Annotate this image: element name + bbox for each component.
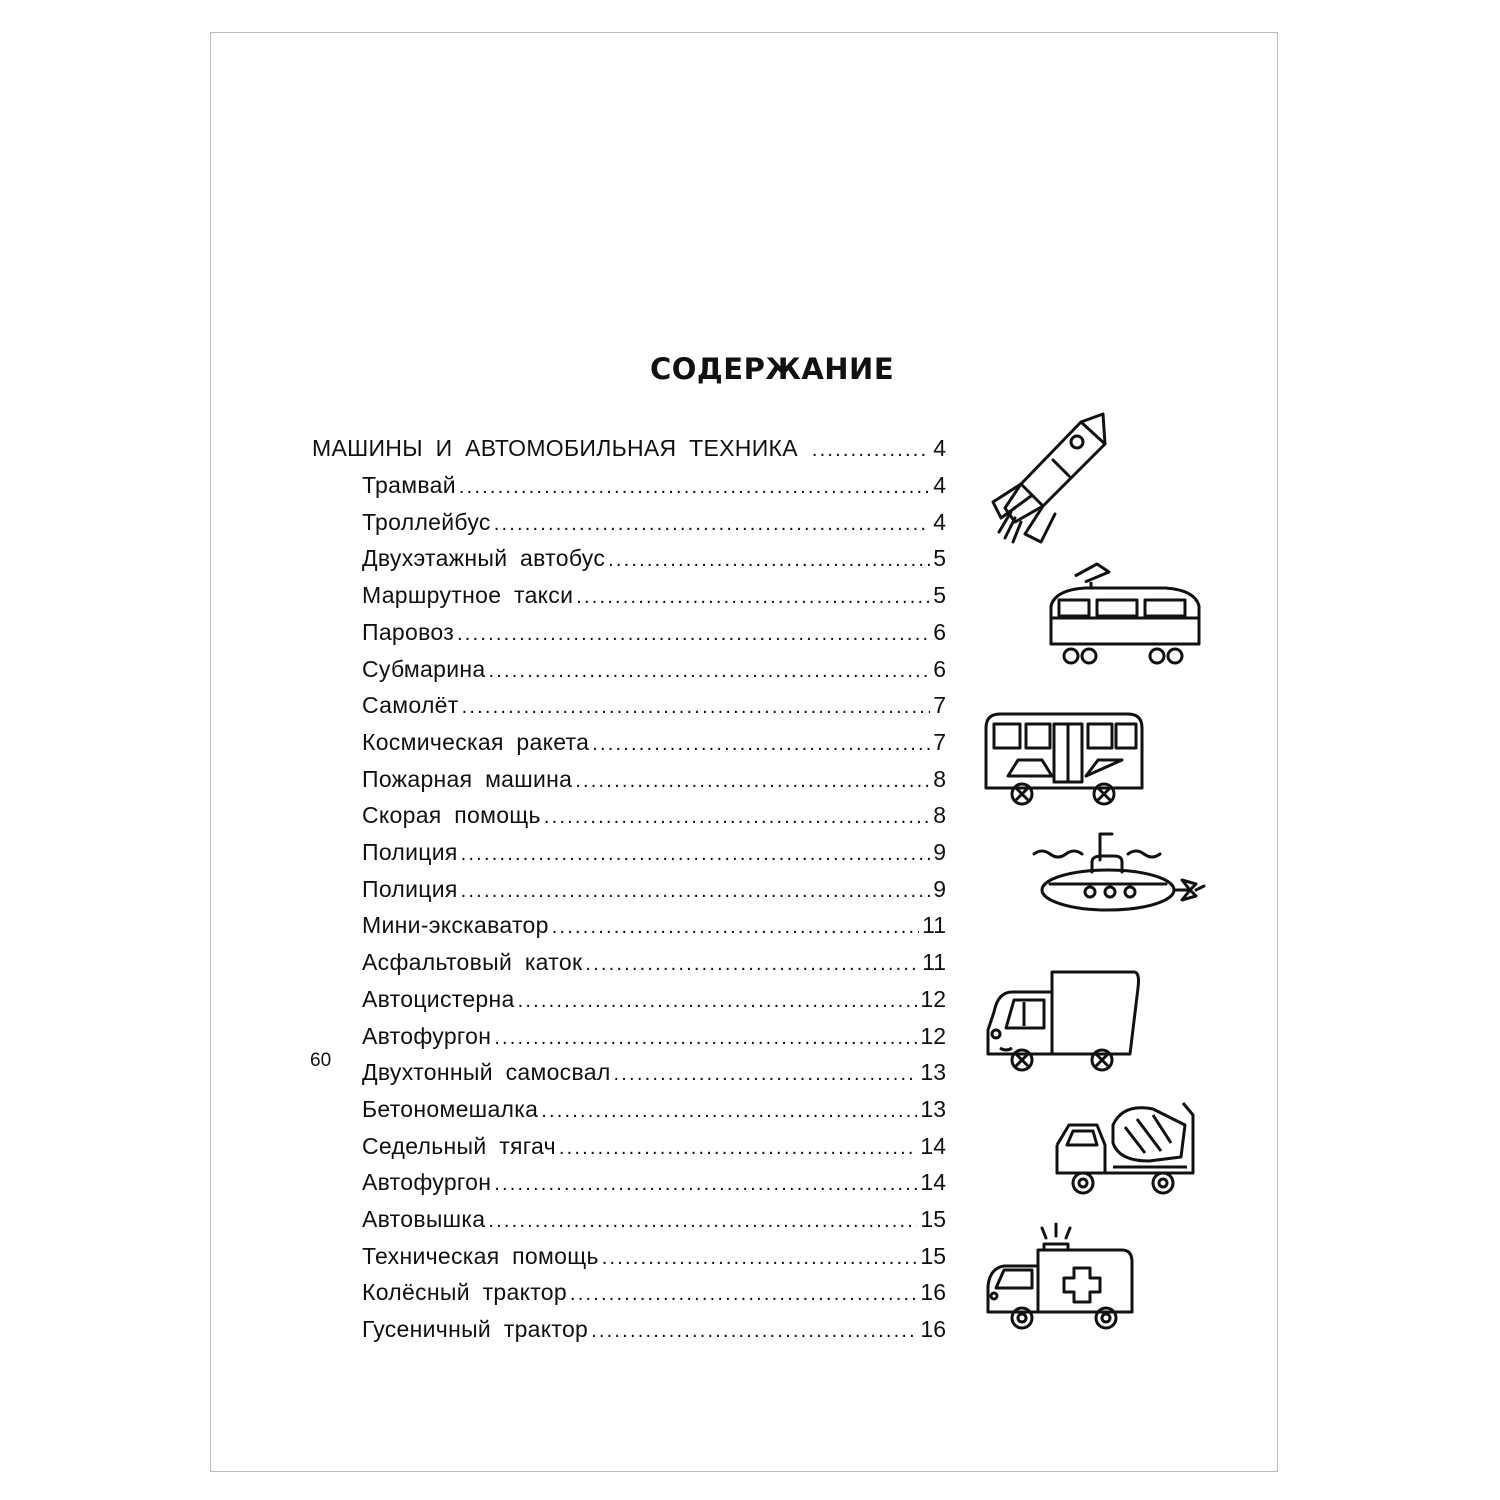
toc-leader-dots (559, 1133, 918, 1161)
toc-entry-page: 14 (920, 1169, 946, 1196)
toc-entry-page: 7 (933, 692, 946, 719)
toc-entry-page: 9 (933, 875, 946, 902)
toc-entry-row (362, 580, 946, 610)
toc-entry-label: Маршрутное такси (362, 582, 574, 609)
toc-entry-row (362, 837, 946, 867)
toc-leader-dots (570, 1279, 917, 1307)
toc-entry-label: Полиция (362, 839, 458, 865)
toc-entry-row (362, 1314, 946, 1344)
toc-entry-row (362, 507, 946, 537)
toc-entry-row (362, 690, 946, 720)
toc-entry-page: 15 (920, 1206, 946, 1232)
toc-entry-row (362, 984, 946, 1014)
toc-entry-label: Асфальтовый каток (362, 949, 583, 976)
page-number: 60 (310, 1050, 332, 1071)
toc-entry-page: 15 (920, 1242, 946, 1269)
toc-entry-label: Космическая ракета (362, 728, 590, 755)
toc-leader-dots (488, 1206, 917, 1234)
toc-leader-dots (462, 692, 931, 720)
toc-leader-dots (591, 1316, 917, 1344)
toc-leader-dots (541, 1096, 917, 1124)
truck-icon (982, 968, 1147, 1080)
toc-entry-label: Паровоз (362, 618, 455, 645)
toc-entry-row (362, 874, 946, 904)
toc-leader-dots (459, 472, 930, 500)
toc-entry-page: 16 (920, 1316, 946, 1343)
toc-entry-row (362, 1131, 946, 1161)
toc-entry-row (362, 1094, 946, 1124)
concrete-mixer-icon (1053, 1095, 1203, 1200)
rocket-icon (985, 410, 1115, 550)
toc-entry-page: 12 (920, 985, 946, 1012)
toc-entry-row (362, 1057, 946, 1087)
toc-entry-page: 4 (933, 508, 946, 535)
toc-entry-label: Двухтонный самосвал (362, 1059, 611, 1086)
toc-entry-label: Трамвай (362, 472, 456, 498)
toc-entry-label: Двухэтажный автобус (362, 545, 606, 572)
toc-entry-page: 8 (933, 802, 946, 829)
toc-leader-dots (575, 766, 930, 794)
toc-section-row (312, 433, 946, 463)
toc-leader-dots (494, 1023, 917, 1051)
toc-leader-dots (602, 1243, 918, 1271)
toc-entry-label: Гусеничный трактор (362, 1316, 589, 1343)
bus-icon (982, 710, 1147, 810)
toc-entry-page: 5 (933, 545, 946, 572)
toc-entry-page: 11 (922, 949, 946, 976)
toc-entry-row (362, 1277, 946, 1307)
toc-entry-label: Техническая помощь (362, 1242, 599, 1269)
toc-leader-dots (812, 435, 930, 463)
toc-entry-label: Самолёт (362, 692, 459, 719)
submarine-icon (1032, 830, 1212, 915)
toc-entry-page: 6 (933, 618, 946, 645)
toc-entry-row (362, 617, 946, 647)
page-title: СОДЕРЖАНИЕ (650, 352, 895, 386)
toc-entry-label: Автофургон (362, 1169, 492, 1196)
toc-entry-page: 7 (933, 728, 946, 755)
toc-entry-label: Мини-экскаватор (362, 912, 549, 939)
toc-entry-row (362, 1241, 946, 1271)
toc-entry-row (362, 910, 946, 940)
toc-entry-label: Троллейбус (362, 508, 491, 535)
toc-leader-dots (494, 1169, 917, 1197)
toc-entry-row (362, 727, 946, 757)
toc-section-label: МАШИНЫ И АВТОМОБИЛЬНАЯ ТЕХНИКА (312, 435, 798, 461)
toc-entry-row (362, 1167, 946, 1197)
toc-entry-row (362, 470, 946, 500)
toc-entry-label: Пожарная машина (362, 765, 573, 792)
toc-entry-row (362, 543, 946, 573)
toc-entry-row (362, 1021, 946, 1051)
toc-entry-page: 11 (922, 912, 946, 939)
toc-entry-label: Автофургон (362, 1022, 492, 1049)
toc-entry-page: 16 (920, 1279, 946, 1306)
toc-leader-dots (457, 619, 930, 647)
toc-leader-dots (494, 509, 930, 537)
toc-leader-dots (544, 802, 930, 830)
toc-leader-dots (608, 545, 930, 573)
toc-leader-dots (488, 656, 930, 684)
toc-leader-dots (585, 949, 919, 977)
toc-entry-page: 9 (933, 839, 946, 865)
toc-entry-page: 13 (920, 1059, 946, 1086)
toc-leader-dots (592, 729, 930, 757)
toc-entry-row (362, 947, 946, 977)
toc-entry-row (362, 764, 946, 794)
toc-entry-page: 8 (933, 765, 946, 792)
toc-entry-label: Седельный тягач (362, 1132, 556, 1159)
toc-entry-label: Бетономешалка (362, 1095, 539, 1122)
toc-section-page: 4 (933, 435, 946, 461)
toc-entry-label: Субмарина (362, 655, 486, 682)
toc-entry-row (362, 800, 946, 830)
toc-entry-page: 4 (933, 472, 946, 498)
tram-icon (1045, 560, 1205, 670)
toc-entry-page: 14 (920, 1132, 946, 1159)
toc-entry-page: 6 (933, 655, 946, 682)
toc-entry-label: Полиция (362, 875, 458, 902)
ambulance-icon (982, 1222, 1142, 1337)
toc-leader-dots (552, 912, 919, 940)
toc-entry-label: Колёсный трактор (362, 1279, 567, 1306)
toc-entry-row (362, 654, 946, 684)
toc-entry-page: 5 (933, 582, 946, 609)
toc-leader-dots (614, 1059, 918, 1087)
toc-entry-page: 12 (920, 1022, 946, 1049)
toc-leader-dots (461, 839, 931, 867)
toc-entry-label: Скорая помощь (362, 802, 541, 829)
toc-leader-dots (461, 876, 931, 904)
toc-leader-dots (576, 582, 930, 610)
toc-leader-dots (518, 986, 918, 1014)
toc-entry-label: Автоцистерна (362, 985, 515, 1012)
toc-entry-label: Автовышка (362, 1206, 486, 1232)
toc-entry-row (362, 1204, 946, 1234)
toc-entry-page: 13 (920, 1095, 946, 1122)
